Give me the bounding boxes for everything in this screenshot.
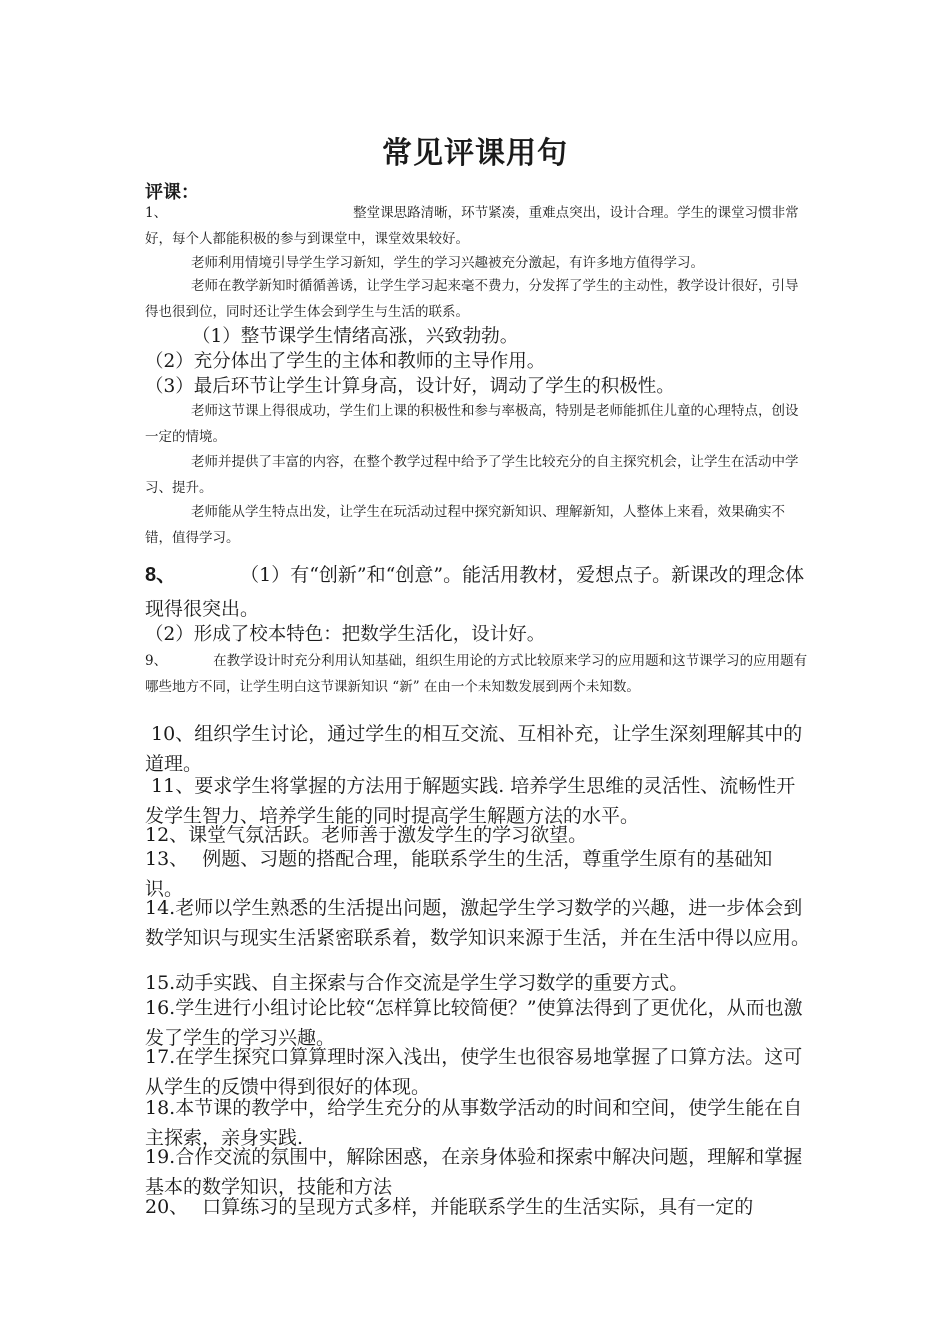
paragraph-5: 老师这节课上得很成功，学生们上课的积极性和参与率极高，特别是老师能抓住儿童的心理特点，创设一定的情境。	[145, 403, 799, 445]
paragraph-14: 14.老师以学生熟悉的生活提出问题，激起学生学习数学的兴趣，进一步体会到数学知识与现实生活紧密联系着，数学知识来源于生活，并在生活中得以应用。	[145, 897, 811, 949]
item-number: 8、	[145, 564, 177, 586]
paragraph-4c: （3）最后环节让学生计算身高，设计好，调动了学生的积极性。	[145, 376, 675, 397]
paragraph-text: 口算练习的呈现方式多样，并能联系学生的生活实际，具有一定的	[202, 1196, 754, 1218]
paragraph-8	[145, 558, 810, 626]
paragraph-4b: （2）充分体出了学生的主体和教师的主导作用。	[145, 351, 546, 372]
paragraph-11: 11、要求学生将掌握的方法用于解题实践. 培养学生思维的灵活性、流畅性开发学生智力、培养学生能的同时提高学生解题方法的水平。	[145, 775, 796, 827]
item-number: 1、	[145, 205, 168, 221]
paragraph-18: 18.本节课的教学中，给学生充分的从事数学活动的时间和空间，使学生能在自主探索，亲身实践.	[145, 1097, 803, 1149]
item-number: 9、	[145, 653, 168, 669]
paragraph-3: 老师在教学新知时循循善诱，让学生学习起来毫不费力，分发挥了学生的主动性，教学设计很好，引导得也很到位，同时还让学生体会到学生与生活的联系。	[145, 278, 799, 320]
paragraph-19: 19.合作交流的氛围中，解除困惑，在亲身体验和探索中解决问题，理解和掌握基本的数学知识，技能和方法	[145, 1146, 803, 1198]
paragraph-12: 12、课堂气氛活跃。老师善于激发学生的学习欲望。	[145, 824, 588, 846]
paragraph-8b: （2）形成了校本特色：把数学生活化，设计好。	[145, 624, 546, 645]
paragraph-text: （1）有“创新”和“创意”。能活用教材，爱想点子。新课改的理念体现得很突出。	[145, 564, 805, 620]
section-heading: 评课：	[145, 182, 199, 203]
paragraph-4a: （1）整节课学生情绪高涨，兴致勃勃。	[192, 326, 519, 347]
paragraph-2: 老师利用情境引导学生学习新知，学生的学习兴趣被充分激起，有许多地方值得学习。	[191, 255, 704, 271]
paragraph-1	[145, 200, 810, 252]
paragraph-15: 15.动手实践、自主探索与合作交流是学生学习数学的重要方式。	[145, 972, 689, 994]
page-title: 常见评课用句	[382, 136, 568, 171]
paragraph-text: 在教学设计时充分利用认知基础，组织生用论的方式比较原来学习的应用题和这节课学习的应用题有哪些地方不同，让学生明白这节课新知识 “新” 在由一个未知数发展到两个未知数。	[145, 653, 808, 695]
paragraph-10: 10、组织学生讨论，通过学生的相互交流、互相补充，让学生深刻理解其中的道理。	[145, 723, 803, 775]
paragraph-17: 17.在学生探究口算算理时深入浅出，使学生也很容易地掌握了口算方法。这可从学生的反馈中得到很好的体现。	[145, 1046, 803, 1098]
item-number: 20、	[145, 1196, 189, 1218]
paragraph-16: 16.学生进行小组讨论比较“怎样算比较简便？”使算法得到了更优化，从而也激发了学生的学习兴趣。	[145, 997, 803, 1049]
paragraph-9	[145, 648, 810, 700]
paragraph-7: 老师能从学生特点出发，让学生在玩活动过程中探究新知识、理解新知，人整体上来看，效果确实不错，值得学习。	[145, 504, 785, 546]
paragraph-6: 老师并提供了丰富的内容，在整个教学过程中给予了学生比较充分的自主探究机会，让学生在活动中学习、提升。	[145, 454, 799, 496]
paragraph-text: 整堂课思路清晰，环节紧凑，重难点突出，设计合理。学生的课堂习惯非常好，每个人都能积极的参与到课堂中，课堂效果较好。	[145, 205, 799, 247]
paragraph-text: 例题、习题的搭配合理，能联系学生的生活，尊重学生原有的基础知识。	[145, 848, 773, 900]
paragraph-20	[145, 1192, 810, 1222]
item-number: 13、	[145, 848, 189, 870]
